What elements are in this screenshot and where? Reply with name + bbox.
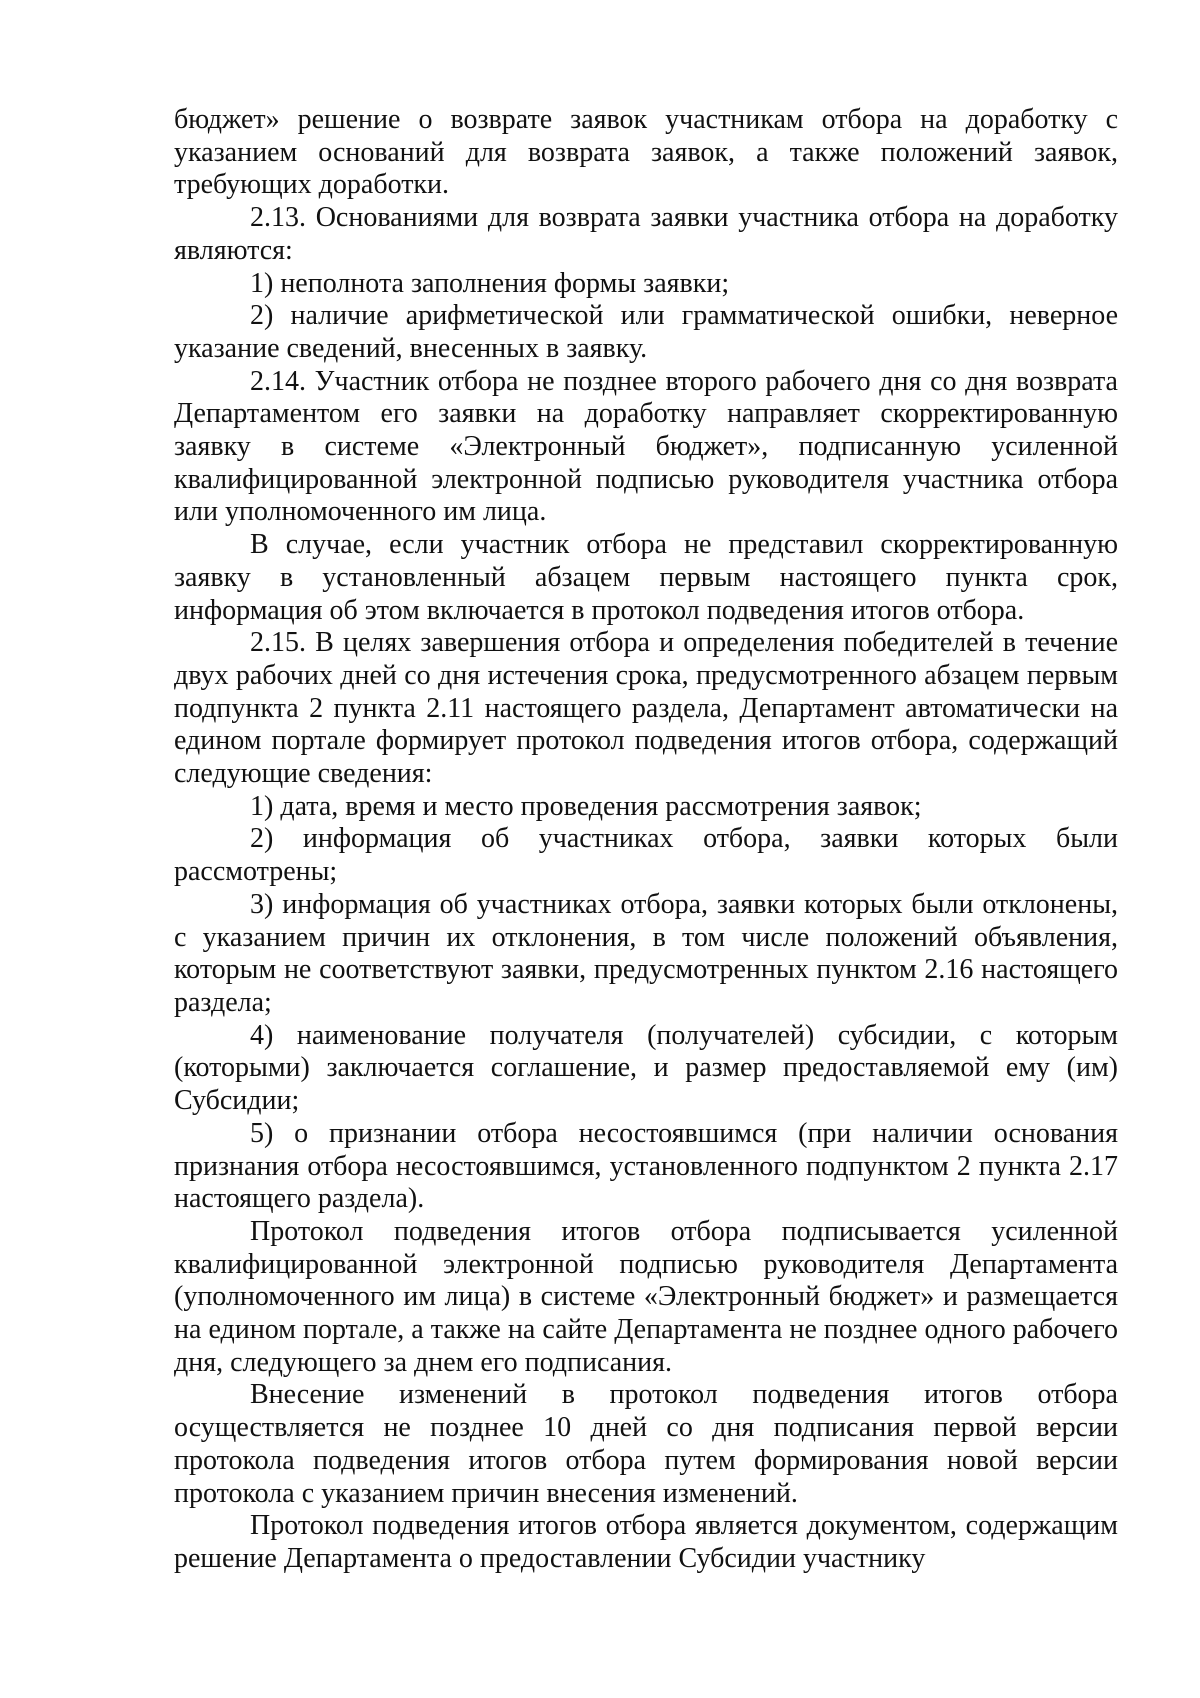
paragraph-2-13-item-2: 2) наличие арифметической или грамматической ошибки, неверное указание сведений, внесенных в заявку. <box>174 300 1118 364</box>
paragraph-2-15-item-4: 4) наименование получателя (получателей) субсидии, с которым (которыми) заключается соглашение, и размер предоставляемой ему (им) Субсидии; <box>174 1019 1118 1117</box>
paragraph-1: бюджет» решение о возврате заявок участникам отбора на доработку с указанием оснований для возврата заявок, а также положений заявок, требующих доработки. <box>174 104 1118 201</box>
paragraph-2-13-item-1: 1) неполнота заполнения формы заявки; <box>250 267 730 299</box>
document-page <box>174 104 1118 1576</box>
paragraph-protocol-changes: Внесение изменений в протокол подведения итогов отбора осуществляется не позднее 10 дней со дня подписания первой версии протокола подведения итогов отбора путем формирования новой версии протокола с указанием причин внесения изменений. <box>174 1379 1118 1509</box>
paragraph-2-15-item-3: 3) информация об участниках отбора, заявки которых были отклонены, с указанием причин их отклонения, в том числе положений объявления, которым не соответствуют заявки, предусмотренных пунктом 2.16 настоящего раздела; <box>174 888 1118 1018</box>
paragraph-2-15-item-5: 5) о признании отбора несостоявшимся (при наличии основания признания отбора несостоявшимся, установленного подпунктом 2 пункта 2.17 настоящего раздела). <box>174 1117 1118 1215</box>
paragraph-protocol-document: Протокол подведения итогов отбора является документом, содержащим решение Департамента о предоставлении Субсидии участнику <box>174 1510 1118 1574</box>
paragraph-2-15-item-2: 2) информация об участниках отбора, заявки которых были рассмотрены; <box>174 823 1118 888</box>
paragraph-2-14: 2.14. Участник отбора не позднее второго рабочего дня со дня возврата Департаментом его заявки на доработку направляет скорректированную заявку в системе «Электронный бюджет», подписанную усиленной квалифицированной электронной подписью руководителя участника отбора или уполномоченного им лица. <box>174 365 1118 528</box>
paragraph-2-14-case: В случае, если участник отбора не представил скорректированную заявку в установленный абзацем первым настоящего пункта срок, информация об этом включается в протокол подведения итогов отбора. <box>174 529 1118 626</box>
paragraph-2-15: 2.15. В целях завершения отбора и определения победителей в течение двух рабочих дней со дня истечения срока, предусмотренного абзацем первым подпункта 2 пункта 2.11 настоящего раздела, Департамент автоматически на едином портале формирует протокол подведения итогов отбора, содержащий следующие сведения: <box>174 627 1118 790</box>
paragraph-2-13: 2.13. Основаниями для возврата заявки участника отбора на доработку являются: <box>174 202 1118 266</box>
paragraph-2-15-item-1: 1) дата, время и место проведения рассмотрения заявок; <box>250 790 922 822</box>
paragraph-protocol-signing: Протокол подведения итогов отбора подписывается усиленной квалифицированной электронной подписью руководителя Департамента (уполномоченного им лица) в системе «Электронный бюджет» и размещается на едином портале, а также на сайте Департамента не позднее одного рабочего дня, следующего за днем его подписания. <box>174 1215 1118 1378</box>
